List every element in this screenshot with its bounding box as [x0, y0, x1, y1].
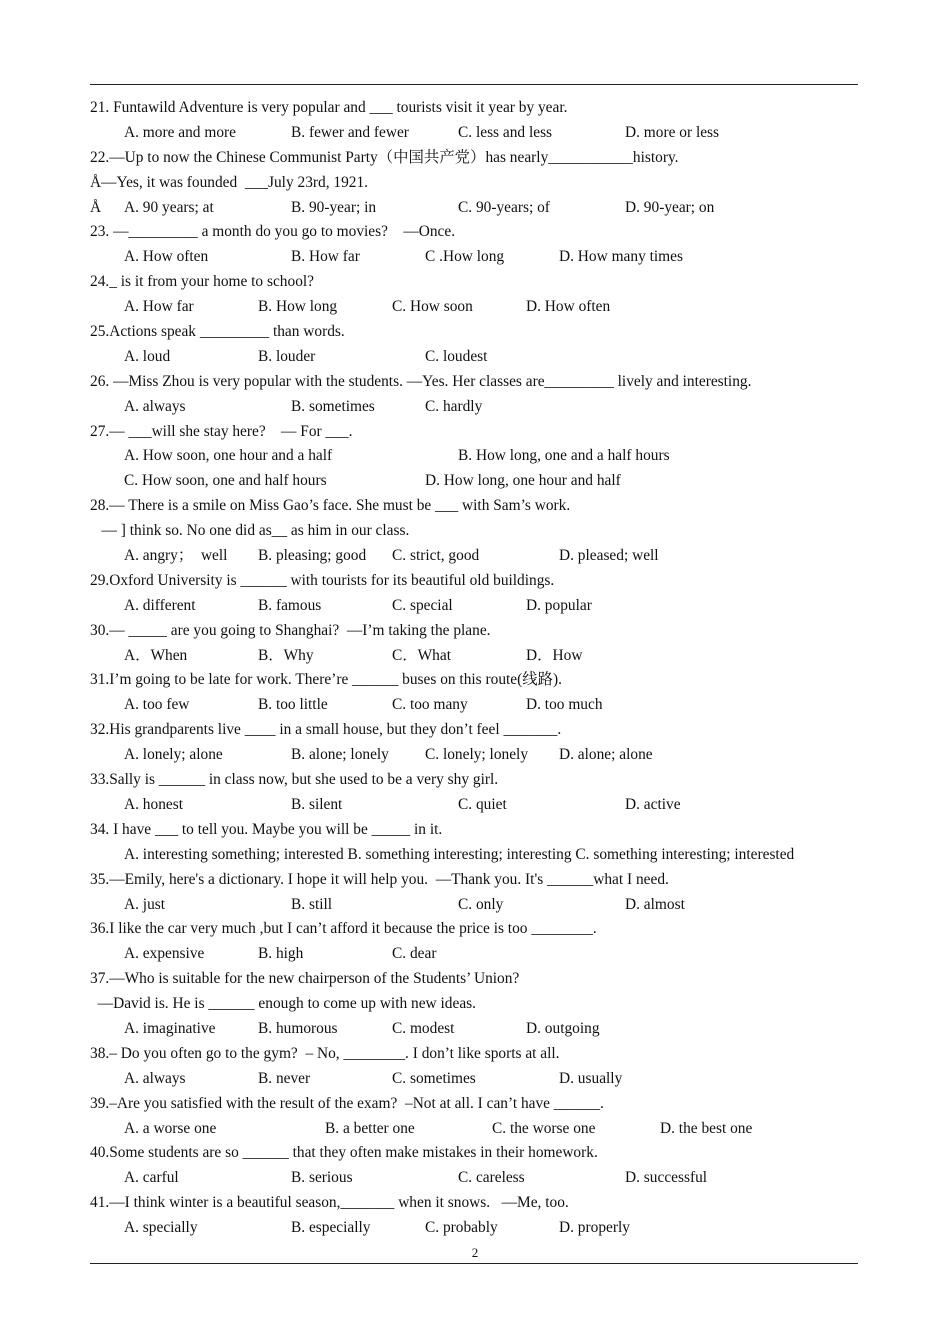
answer-option: A. more and more — [124, 123, 236, 141]
option-row — [90, 544, 870, 569]
answer-option: D. pleased; well — [559, 547, 659, 565]
answer-option: C. careless — [458, 1169, 525, 1187]
question-line: Å—Yes, it was founded ___July 23rd, 1921. — [90, 173, 369, 191]
question-line: 35.—Emily, here's a dictionary. I hope it will help you. —Thank you. It's ______what I need. — [90, 870, 669, 888]
question-line: 33.Sally is ______ in class now, but she used to be a very shy girl. — [90, 771, 499, 789]
question-line: 38.– Do you often go to the gym? – No, ________. I don’t like sports at all. — [90, 1044, 560, 1062]
question-line: 21. Funtawild Adventure is very popular and ___ tourists visit it year by year. — [90, 99, 568, 116]
answer-option: B. alone; lonely — [291, 746, 389, 764]
option-row — [90, 1067, 870, 1092]
answer-option: A. How often — [124, 248, 209, 266]
answer-option: C. only — [458, 895, 504, 913]
answer-option: D. popular — [526, 596, 592, 614]
answer-option: A. 90 years; at — [124, 198, 214, 216]
answer-option: D. the best one — [660, 1119, 753, 1137]
top-rule — [90, 84, 858, 85]
option-row — [90, 693, 870, 718]
option-row — [90, 793, 870, 818]
answer-option: D. successful — [625, 1169, 708, 1187]
answer-option: B. high — [258, 945, 304, 963]
answer-option: C. dear — [392, 945, 437, 963]
question-list — [90, 96, 870, 1241]
option-row — [90, 1017, 870, 1042]
answer-option: C. hardly — [425, 397, 483, 415]
question-line: 30.— _____ are you going to Shanghai? —I’m taking the plane. — [90, 621, 491, 639]
option-prefix: Å — [90, 198, 102, 216]
answer-option: B. 90-year; in — [291, 198, 377, 216]
answer-option: A. expensive — [124, 945, 205, 963]
option-row — [90, 196, 870, 221]
answer-option: A. How soon, one hour and a half — [124, 447, 333, 465]
answer-option: B. How long — [258, 298, 338, 316]
answer-option: D. How long, one hour and half — [425, 472, 621, 490]
answer-option: C. too many — [392, 696, 468, 714]
option-row — [90, 395, 870, 420]
question-line: 25.Actions speak _________ than words. — [90, 323, 345, 341]
answer-option: D. 90-year; on — [625, 198, 715, 216]
question-line: 41.—I think winter is a beautiful season,_______ when it snows. —Me, too. — [90, 1194, 569, 1212]
option-row — [90, 345, 870, 370]
answer-option: C. special — [392, 596, 453, 614]
option-row — [90, 121, 870, 146]
option-row — [90, 1166, 870, 1191]
option-row — [90, 1117, 870, 1142]
answer-option: C. loudest — [425, 347, 488, 365]
answer-option: A. loud — [124, 347, 171, 365]
option-row — [90, 942, 870, 967]
answer-option: B. sometimes — [291, 397, 375, 415]
answer-option: C. the worse one — [492, 1119, 596, 1137]
answer-option: B. too little — [258, 696, 328, 714]
question-line: 27.— ___will she stay here? — For ___. — [90, 422, 353, 440]
answer-option: D. How often — [526, 298, 611, 316]
question-line: 34. I have ___ to tell you. Maybe you will be _____ in it. — [90, 820, 443, 838]
answer-option: B. silent — [291, 795, 343, 813]
answer-option: C. strict, good — [392, 547, 480, 565]
answer-option: C．What — [392, 646, 451, 664]
answer-option: B．Why — [258, 646, 314, 664]
answer-option: A. too few — [124, 696, 190, 714]
answer-option: A. different — [124, 596, 196, 614]
bottom-rule — [90, 1263, 858, 1264]
option-row — [90, 444, 870, 469]
answer-option: A. How far — [124, 298, 194, 316]
option-row — [90, 245, 870, 270]
answer-option: B. How far — [291, 248, 360, 266]
answer-option: A．When — [124, 646, 188, 664]
answer-option: A. specially — [124, 1219, 198, 1237]
answer-option: C. lonely; lonely — [425, 746, 529, 764]
answer-option: C. quiet — [458, 795, 507, 813]
option-row — [90, 1216, 870, 1241]
answer-option: B. still — [291, 895, 333, 913]
answer-option: C. sometimes — [392, 1069, 476, 1087]
question-line: 26. —Miss Zhou is very popular with the students. —Yes. Her classes are_________ lively and interesting. — [90, 372, 752, 390]
answer-option: B. a better one — [325, 1119, 415, 1137]
option-row — [90, 469, 870, 494]
answer-option: B. especially — [291, 1219, 371, 1237]
answer-option: C. How soon — [392, 298, 473, 316]
answer-option: B. louder — [258, 347, 316, 365]
answer-option: A. always — [124, 397, 186, 415]
answer-option: A. always — [124, 1069, 186, 1087]
answer-option: A. lonely; alone — [124, 746, 223, 764]
question-line: 28.— There is a smile on Miss Gao’s face. She must be ___ with Sam’s work. — [90, 497, 571, 515]
answer-option: B. How long, one and a half hours — [458, 447, 670, 465]
answer-option: B. humorous — [258, 1019, 338, 1037]
question-line: — ] think so. No one did as__ as him in our class. — [90, 522, 410, 540]
question-line: 32.His grandparents live ____ in a small house, but they don’t feel _______. — [90, 721, 562, 739]
answer-option: B. fewer and fewer — [291, 123, 409, 141]
answer-option: D. outgoing — [526, 1019, 600, 1037]
answer-option: A. just — [124, 895, 166, 913]
answer-option: D. more or less — [625, 123, 720, 141]
answer-option: C. less and less — [458, 123, 553, 141]
answer-option: C. How soon, one and half hours — [124, 472, 327, 490]
page-number: 2 — [471, 1245, 479, 1260]
answer-option: A. imaginative — [124, 1019, 216, 1037]
question-line: 31.I’m going to be late for work. There’re ______ buses on this route(线路). — [90, 671, 563, 689]
question-line: 36.I like the car very much ,but I can’t afford it because the price is too ________. — [90, 920, 597, 938]
option-row — [90, 295, 870, 320]
question-line: 29.Oxford University is ______ with tourists for its beautiful old buildings. — [90, 571, 555, 589]
answer-option: B. pleasing; good — [258, 547, 367, 565]
option-row — [90, 893, 870, 918]
answer-option: C. modest — [392, 1019, 455, 1037]
answer-option: D. How many times — [559, 248, 683, 266]
question-line: 39.–Are you satisfied with the result of the exam? –Not at all. I can’t have ______. — [90, 1094, 604, 1112]
answer-option: D. usually — [559, 1069, 623, 1087]
option-row — [90, 644, 870, 669]
answer-option: B. famous — [258, 596, 322, 614]
answer-option: C. probably — [425, 1219, 498, 1237]
question-line: —David is. He is ______ enough to come up with new ideas. — [90, 995, 476, 1013]
answer-option: D. active — [625, 795, 681, 813]
answer-option: A. honest — [124, 795, 183, 813]
question-line: 23. —_________ a month do you go to movies? —Once. — [90, 223, 456, 241]
question-line: 24._ is it from your home to school? — [90, 273, 314, 291]
answer-option: D. almost — [625, 895, 685, 913]
question-line: 40.Some students are so ______ that they often make mistakes in their homework. — [90, 1144, 598, 1162]
answer-option: B. never — [258, 1069, 311, 1087]
question-line: 37.—Who is suitable for the new chairperson of the Students’ Union? — [90, 970, 520, 988]
answer-option: A. a worse one — [124, 1119, 217, 1137]
answer-option: A. carful — [124, 1169, 179, 1187]
answer-option: D. properly — [559, 1219, 630, 1237]
answer-option: A. angry； well — [124, 547, 228, 565]
answer-option: D. too much — [526, 696, 603, 714]
answer-option: D．How — [526, 646, 583, 664]
option-row — [90, 743, 870, 768]
answer-option: C. 90-years; of — [458, 198, 550, 216]
answer-option: B. serious — [291, 1169, 353, 1187]
option-row — [90, 594, 870, 619]
option-row — [90, 843, 870, 868]
question-line: 22.—Up to now the Chinese Communist Party（中国共产党）has nearly___________history. — [90, 148, 679, 166]
answer-option: D. alone; alone — [559, 746, 653, 764]
answer-option: C .How long — [425, 248, 505, 266]
answer-option: A. interesting something; interested B. something interesting; interesting C. something interesting; interested — [124, 845, 795, 863]
